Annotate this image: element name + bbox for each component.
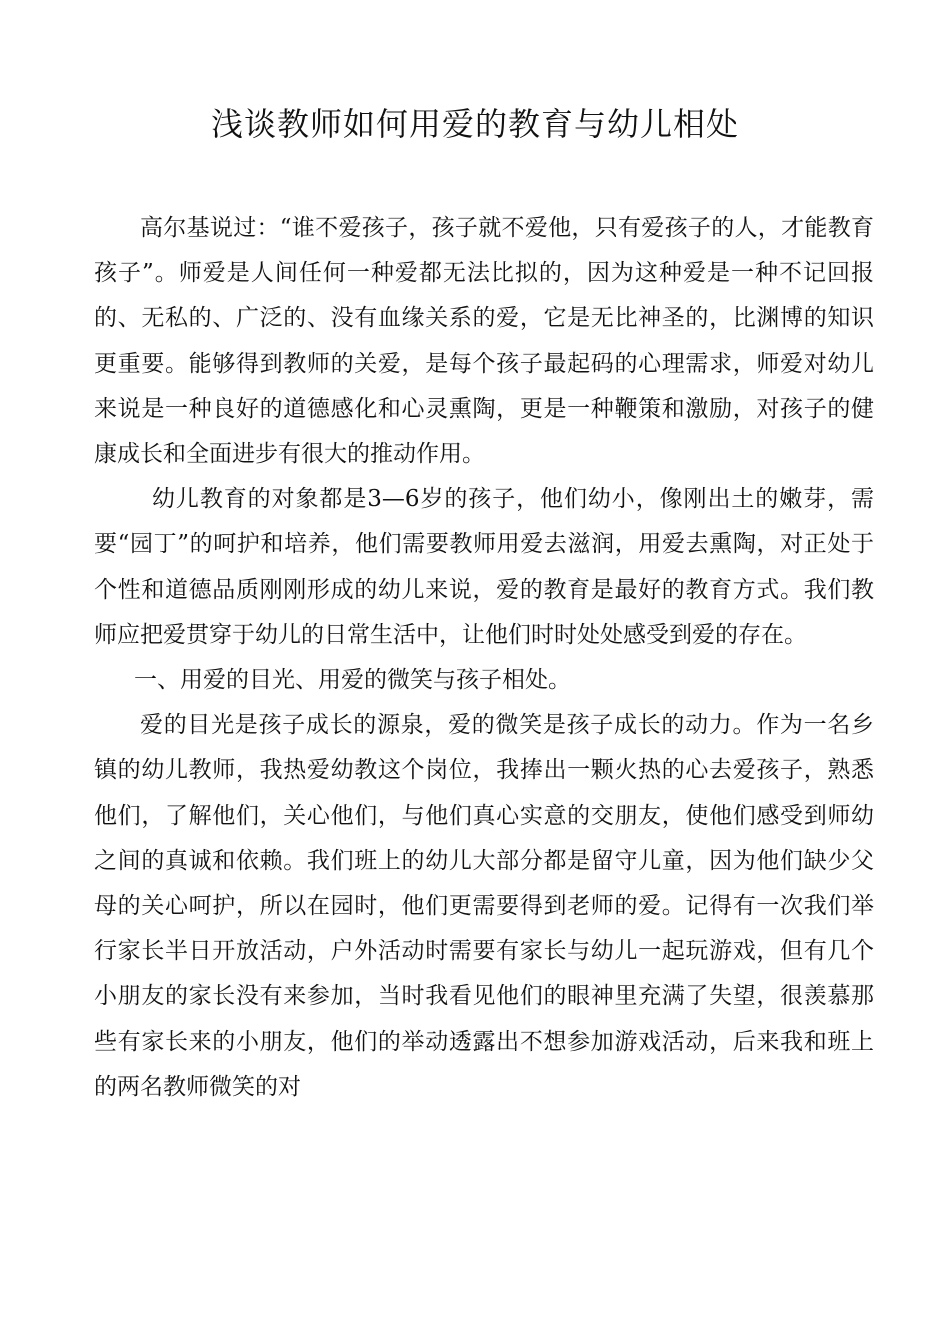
- document-title: 浅谈教师如何用爱的教育与幼儿相处: [210, 105, 739, 143]
- document-body: [94, 206, 874, 1110]
- paragraph-early-education: 幼儿教育的对象都是3—6岁的孩子，他们幼小，像刚出土的嫩芽，需要“园丁”的呵护和培养，他们需要教师用爱去滋润，用爱去熏陶，对正处于个性和道德品质刚刚形成的幼儿来说，爱的教育是最好的教育方式。我们教师应把爱贯穿于幼儿的日常生活中，让他们时时处处感受到爱的存在。: [94, 486, 874, 648]
- section-heading-1: 一、用爱的目光、用爱的微笑与孩子相处。: [134, 667, 571, 694]
- paragraph-loving-gaze: 爱的目光是孩子成长的源泉，爱的微笑是孩子成长的动力。作为一名乡镇的幼儿教师，我热爱幼教这个岗位，我捧出一颗火热的心去爱孩子，熟悉他们，了解他们，关心他们，与他们真心实意的交朋友，使他们感受到师幼之间的真诚和依赖。我们班上的幼儿大部分都是留守儿童，因为他们缺少父母的关心呵护，所以在园时，他们更需要得到老师的爱。记得有一次我们举行家长半日开放活动，户外活动时需要有家长与幼儿一起玩游戏，但有几个小朋友的家长没有来参加，当时我看见他们的眼神里充满了失望，很羡慕那些有家长来的小朋友，他们的举动透露出不想参加游戏活动，后来我和班上的两名教师微笑的对: [94, 712, 874, 1100]
- paragraph-gorky-quote: 高尔基说过：“谁不爱孩子，孩子就不爱他，只有爱孩子的人，才能教育孩子”。师爱是人间任何一种爱都无法比拟的，因为这种爱是一种不记回报的、无私的、广泛的、没有血缘关系的爱，它是无比神圣的，比渊博的知识更重要。能够得到教师的关爱，是每个孩子最起码的心理需求，师爱对幼儿来说是一种良好的道德感化和心灵熏陶，更是一种鞭策和激励，对孩子的健康成长和全面进步有很大的推动作用。: [94, 215, 874, 468]
